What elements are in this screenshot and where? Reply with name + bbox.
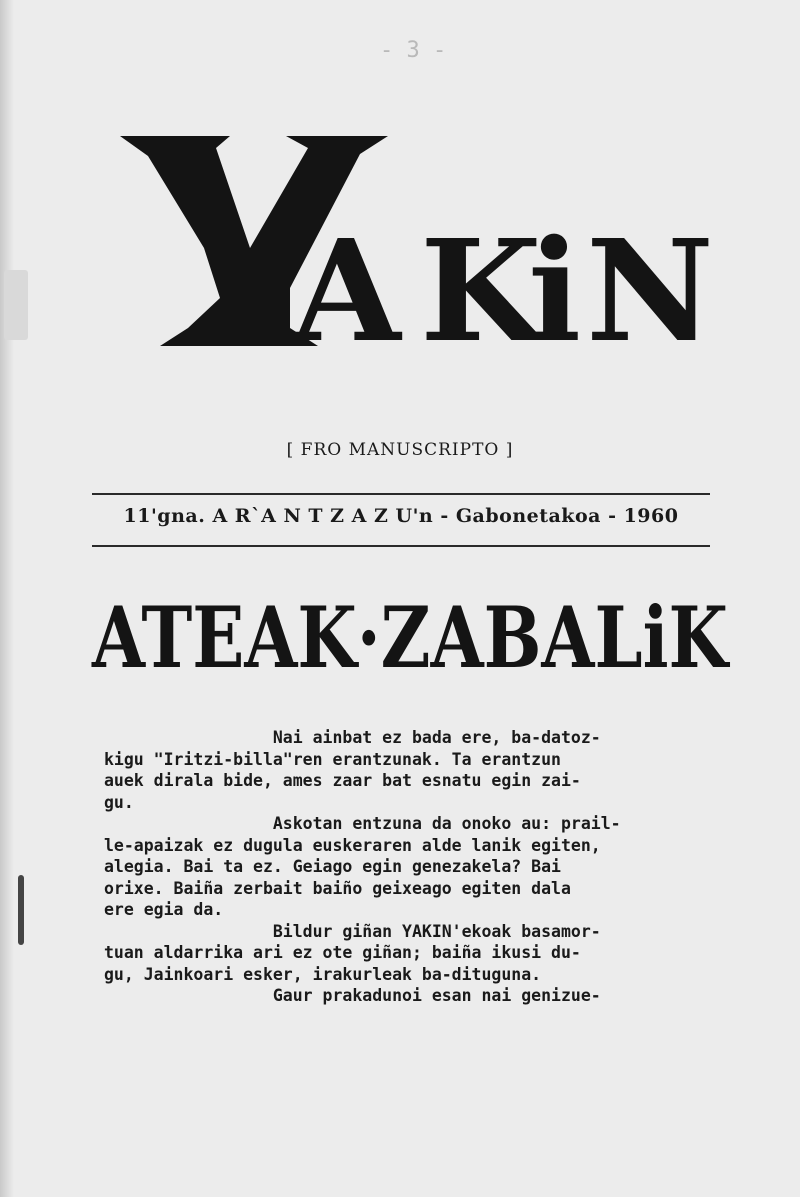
issue-line: 11'gna. A R`A N T Z A Z U'n - Gabonetakoa - 1960 (123, 505, 679, 527)
divider-bottom (92, 545, 710, 547)
divider-top (92, 493, 710, 495)
body-line: alegia. Bai ta ez. Geiago egin genezakela? Bai (104, 857, 561, 876)
body-line: le-apaizak ez dugula euskeraren alde lanik egiten, (104, 835, 601, 855)
binding-tab (4, 270, 28, 340)
logo-letter-n: N (586, 210, 714, 374)
page-number: - 3 - (380, 38, 447, 63)
body-line: ere egia da. (104, 900, 224, 919)
body-line: Nai ainbat ez bada ere, ba-datoz- (104, 728, 601, 747)
article-body (104, 727, 744, 1007)
body-line: Bildur giñan YAKIN'ekoak basamor- (104, 921, 601, 941)
headline (92, 585, 732, 685)
body-line: gu. (104, 792, 134, 812)
headline-text: ATEAK·ZABALiK (91, 588, 731, 687)
body-line: auek dirala bide, ames zaar bat esnatu egin zai- (104, 771, 581, 790)
body-line: Gaur prakadunoi esan nai genizue- (104, 986, 601, 1005)
staple-mark (18, 875, 24, 945)
logo-letter-k: K (420, 210, 542, 374)
body-line: orixe. Baiña zerbait baiño geixeago egiten dala (104, 878, 571, 898)
body-line: tuan aldarrika ari ez ote giñan; baiña ikusi du- (104, 943, 581, 962)
logo-letter-i: i (528, 210, 582, 374)
page-edge-shadow (0, 0, 14, 1197)
logo-letter-a: A (292, 210, 401, 374)
logo-letter-y: Y (120, 128, 121, 129)
body-line: gu, Jainkoari esker, irakurleak ba-dituguna. (104, 964, 542, 984)
body-line: Askotan entzuna da onoko au: prail- (104, 814, 621, 833)
yakin-logo (120, 128, 714, 374)
body-line: kigu "Iritzi-billa"ren erantzunak. Ta erantzun (104, 749, 561, 769)
masthead-subtitle: [ FRO MANUSCRIPTO ] (286, 440, 514, 460)
